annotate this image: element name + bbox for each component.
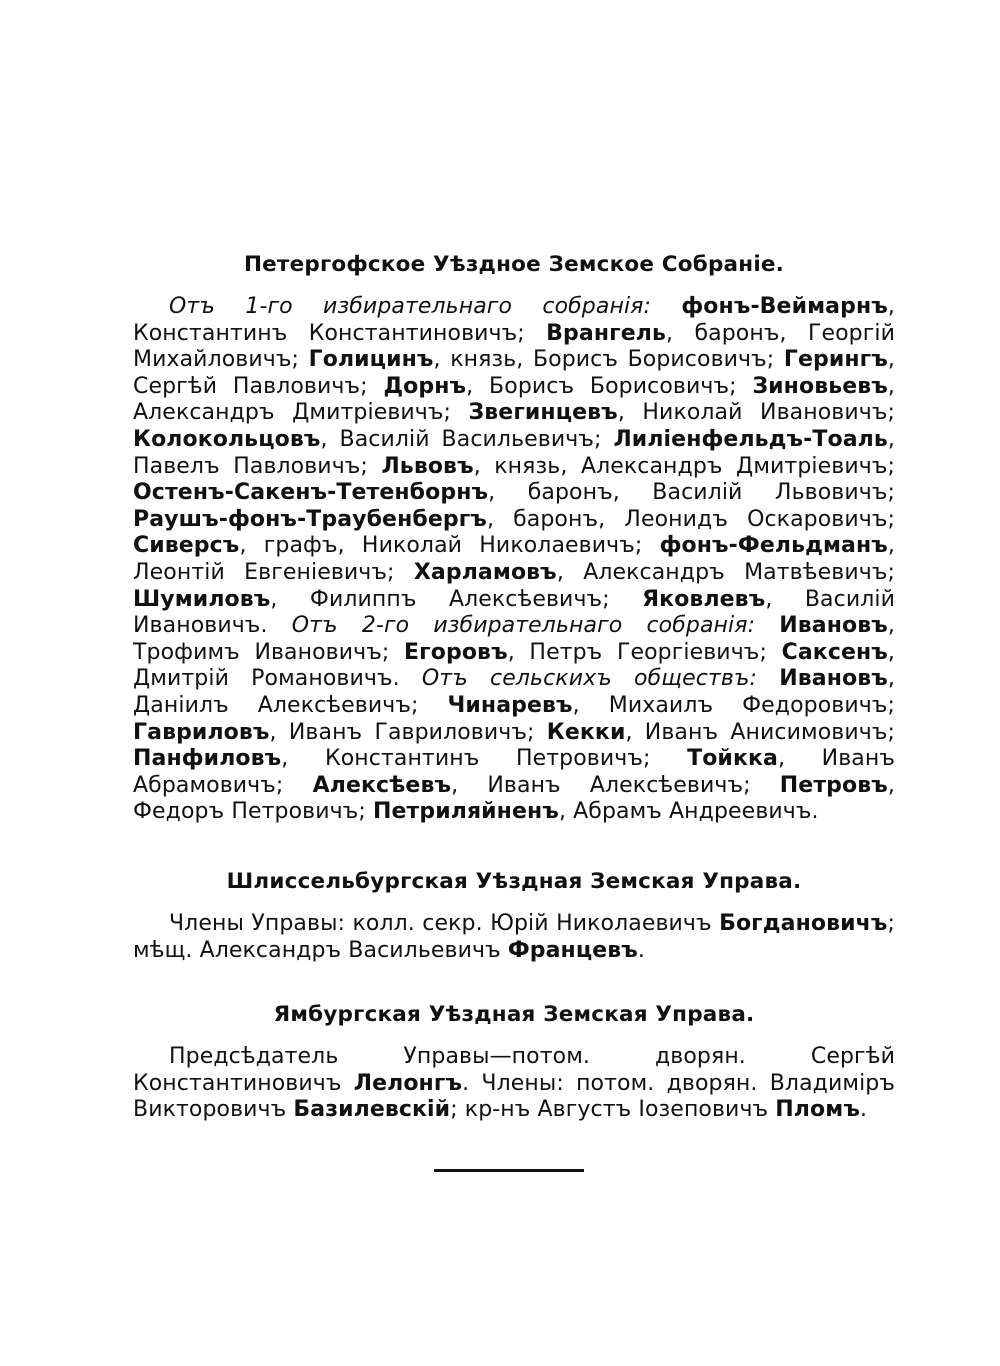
- surname-text: Харламовъ: [413, 559, 557, 585]
- italic-label-text: Отъ 2-го избирательнаго собранія:: [291, 613, 756, 639]
- surname-text: Шумиловъ: [133, 586, 271, 612]
- body-text: [757, 666, 779, 691]
- body-text: , Иванъ Гавриловичъ;: [269, 719, 547, 745]
- surname-text: Богдановичъ: [719, 911, 888, 936]
- surname-text: Егоровъ: [404, 639, 508, 665]
- body-text: ; кр-нъ Августъ Іозеповичъ: [450, 1097, 776, 1123]
- surname-text: Кекки: [546, 719, 626, 745]
- body-text: , Василій Васильевичъ;: [320, 426, 614, 452]
- surname-text: Францевъ: [507, 937, 638, 963]
- section-heading: Ямбургская Уѣздная Земская Управа.: [273, 1002, 755, 1027]
- surname-text: Герингъ: [783, 347, 888, 373]
- surname-text: Ивановъ: [779, 613, 888, 639]
- end-rule-divider: [434, 1169, 584, 1172]
- section-body: [133, 1044, 895, 1124]
- italic-label-text: Отъ 1-го избирательнаго собранія:: [169, 294, 651, 319]
- body-text: , графъ, Николай Николаевичъ;: [239, 533, 660, 559]
- surname-text: Сиверсъ: [133, 533, 240, 559]
- surname-text: Раушъ-фонъ-Траубенбергъ: [133, 506, 487, 532]
- surname-text: Колокольцовъ: [133, 426, 321, 452]
- surname-text: Чинаревъ: [447, 692, 573, 718]
- body-text: , Федоръ Петровичъ;: [133, 772, 895, 825]
- italic-label-text: Отъ сельскихъ обществъ:: [421, 666, 758, 692]
- section-body: [133, 911, 895, 964]
- body-text: , Иванъ Абрамовичъ;: [133, 746, 895, 798]
- surname-text: Петриляйненъ: [372, 799, 559, 825]
- surname-text: Гавриловъ: [133, 719, 270, 745]
- body-text: , баронъ, Леонидъ Оскаровичъ;: [486, 506, 895, 532]
- surname-text: Петровъ: [779, 772, 888, 798]
- body-text: , Николай Ивановичъ;: [617, 400, 895, 426]
- body-text: ; мѣщ. Александръ Васильевичъ: [133, 911, 895, 963]
- surname-text: Лиліенфельдъ-Тоаль: [613, 426, 888, 452]
- body-text: , Абрамъ Андреевичъ.: [558, 799, 819, 825]
- surname-text: Базилевскій: [293, 1097, 451, 1123]
- surname-text: Лелонгъ: [353, 1070, 463, 1096]
- body-text: , Константинъ Константиновичъ;: [133, 294, 895, 346]
- body-text: , Михаилъ Федоровичъ;: [572, 692, 895, 718]
- body-text: [651, 294, 681, 319]
- surname-text: Львовъ: [381, 453, 474, 479]
- surname-text: Пломъ: [775, 1097, 860, 1123]
- body-text: Члены Управы: колл. секр. Юрій Николаевичъ: [169, 911, 720, 936]
- body-text: , баронъ, Василій Львовичъ;: [488, 480, 895, 506]
- surname-text: Зиновьевъ: [752, 373, 888, 399]
- surname-text: Остенъ-Сакенъ-Тетенборнъ: [133, 480, 489, 506]
- section-peterhof-assembly: [133, 250, 895, 826]
- body-text: , Даніилъ Алексѣевичъ;: [133, 666, 895, 718]
- surname-text: фонъ-Фельдманъ: [659, 533, 888, 559]
- body-text: .: [859, 1097, 868, 1123]
- section-yamburg-board: [133, 1000, 895, 1124]
- body-text: , Василій Ивановичъ.: [133, 586, 895, 639]
- surname-text: Яковлевъ: [642, 586, 766, 612]
- body-text: , Леонтій Евгеніевичъ;: [133, 533, 895, 585]
- body-text: [755, 613, 779, 638]
- section-heading: Петергофское Уѣздное Земское Собраніе.: [243, 252, 785, 277]
- body-text: , князь, Борисъ Борисовичъ;: [433, 347, 784, 373]
- body-text: , Трофимъ Ивановичъ;: [133, 613, 895, 665]
- surname-text: Звегинцевъ: [468, 400, 618, 426]
- body-text: , Петръ Георгіевичъ;: [507, 639, 782, 665]
- surname-text: Дорнъ: [383, 373, 467, 399]
- body-text: , Сергѣй Павловичъ;: [133, 347, 895, 399]
- body-text: , Иванъ Анисимовичъ;: [625, 719, 895, 745]
- body-text: , Филиппъ Алексѣевичъ;: [270, 586, 643, 612]
- body-text: , Борисъ Борисовичъ;: [466, 373, 753, 399]
- section-heading: Шлиссельбургская Уѣздная Земская Управа.: [226, 869, 802, 894]
- surname-text: Саксенъ: [781, 639, 888, 665]
- surname-text: Тойкка: [687, 746, 778, 772]
- body-text: .: [637, 937, 646, 963]
- surname-text: фонъ-Веймарнъ: [681, 294, 888, 319]
- body-text: , князь, Александръ Дмитріевичъ;: [473, 453, 895, 479]
- body-text: , Павелъ Павловичъ;: [133, 426, 895, 479]
- body-text: , Александръ Матвѣевичъ;: [556, 559, 895, 585]
- surname-text: Алексѣевъ: [312, 772, 452, 798]
- body-text: , Иванъ Алексѣевичъ;: [451, 772, 780, 798]
- body-text: , Александръ Дмитріевичъ;: [133, 373, 895, 426]
- body-text: Предсѣдатель Управы—потом. дворян. Сергѣй Константиновичъ: [133, 1044, 895, 1096]
- surname-text: Врангель: [546, 320, 666, 346]
- body-text: , Дмитрій Романовичъ.: [133, 639, 896, 692]
- body-text: , Константинъ Петровичъ;: [281, 746, 688, 772]
- surname-text: Панфиловъ: [133, 746, 282, 772]
- section-shlisselburg-board: [133, 867, 895, 964]
- section-body: [133, 294, 895, 826]
- surname-text: Ивановъ: [779, 666, 888, 692]
- body-text: . Члены: потом. дворян. Владиміръ Викторовичъ: [133, 1070, 895, 1123]
- body-text: , баронъ, Георгій Михайловичъ;: [133, 320, 895, 373]
- surname-text: Голицинъ: [308, 347, 434, 373]
